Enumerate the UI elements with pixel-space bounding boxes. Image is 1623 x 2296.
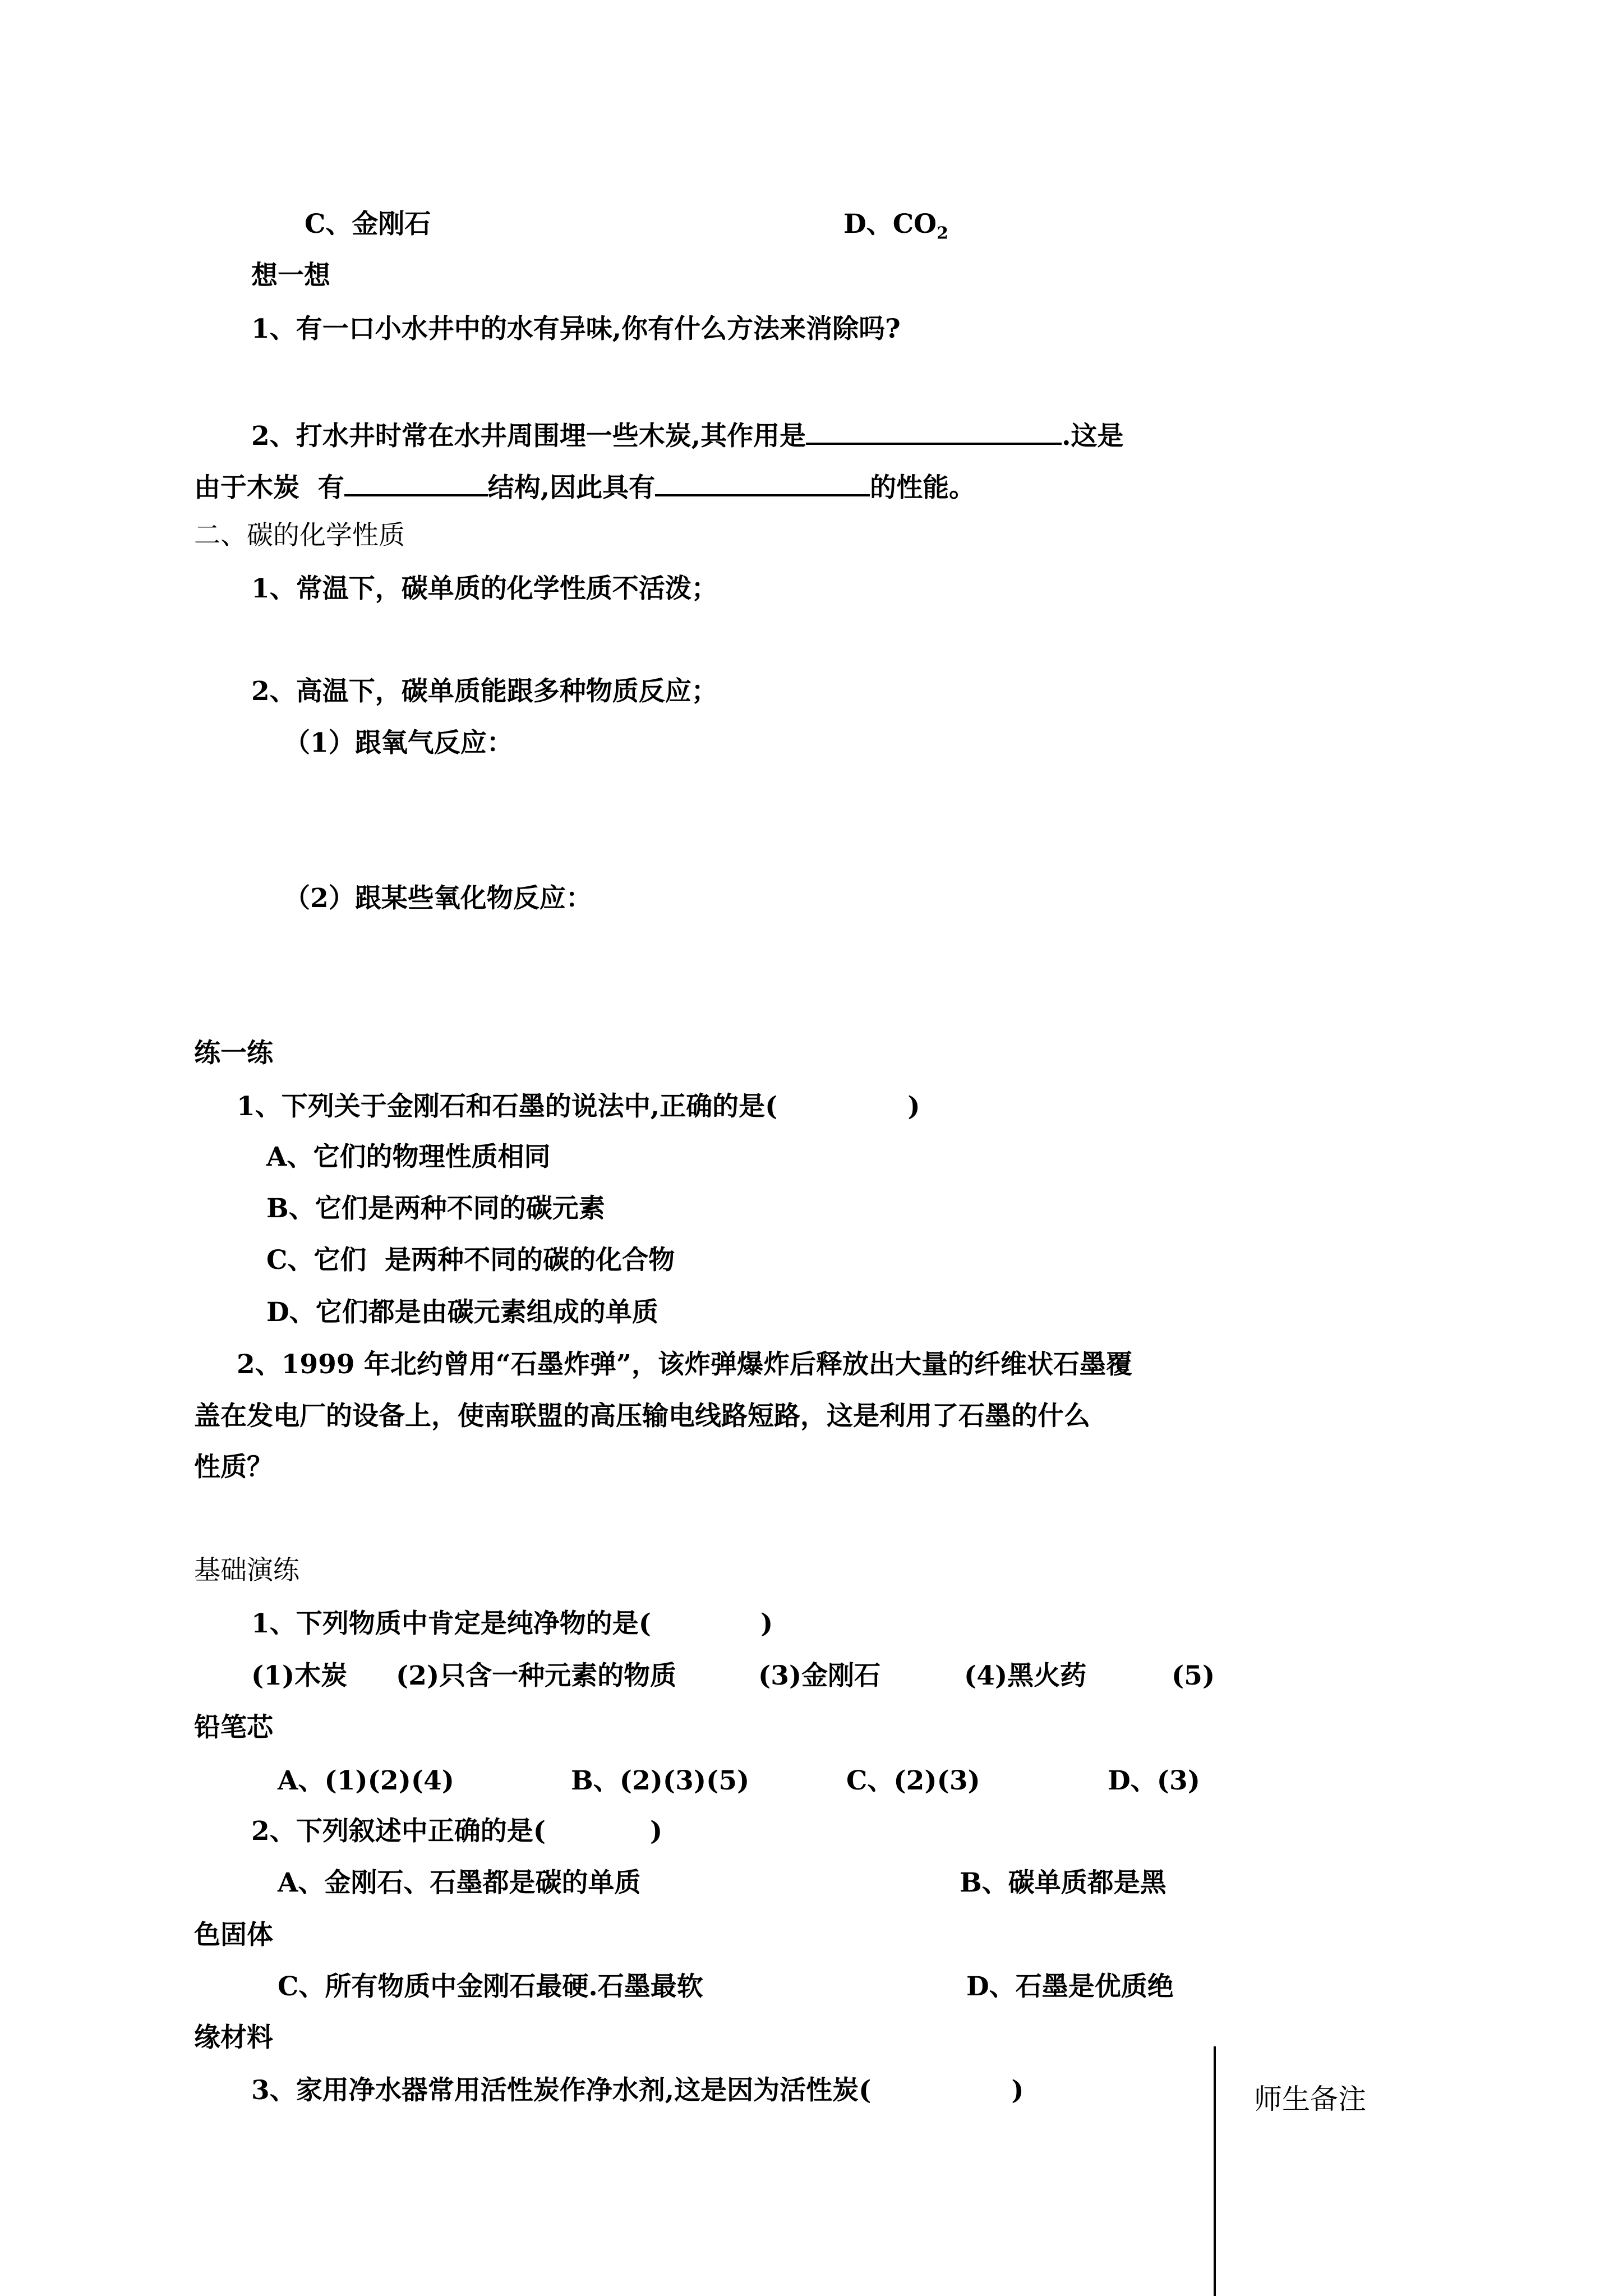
drill-q1-option-b: B、(2)(3)(5) — [571, 1765, 750, 1796]
drill-q1-option-d: D、(3) — [1108, 1765, 1200, 1796]
practice-q1-option-d: D、它们都是由碳元素组成的单质 — [266, 1297, 658, 1328]
practice-q2-line3: 性质？ — [194, 1452, 273, 1483]
drill-q1 — [251, 1607, 773, 1641]
practice-q1-option-a: A、它们的物理性质相同 — [266, 1142, 551, 1172]
property-room-temp: 1、常温下，碳单质的化学性质不活泼； — [251, 573, 718, 604]
practice-q1-text: 1、下列关于金刚石和石墨的说法中,正确的是( — [237, 1091, 778, 1122]
option-d-text: D、CO — [843, 209, 937, 240]
blank-structure — [344, 470, 488, 496]
drill-q2-option-d: D、石墨是优质绝 — [966, 1971, 1174, 2002]
reaction-oxygen: （1）跟氧气反应： — [284, 728, 513, 758]
drill-q1-item-5-cont: 铅笔芯 — [194, 1712, 273, 1743]
property-high-temp: 2、高温下，碳单质能跟多种物质反应； — [251, 676, 718, 707]
practice-q2-line1: 2、1999 年北约曾用“石墨炸弹”，该炸弹爆炸后释放出大量的纤维状石墨覆 — [237, 1349, 1132, 1380]
practice-q1-option-c: C、它们 是两种不同的碳的化合物 — [266, 1245, 675, 1276]
drill-q2-option-b-cont: 色固体 — [194, 1920, 273, 1950]
drill-q2-option-d-cont: 缘材料 — [194, 2022, 273, 2053]
notes-label: 师生备注 — [1254, 2083, 1366, 2115]
practice-q1-option-b: B、它们是两种不同的碳元素 — [266, 1193, 605, 1224]
q2-text-b: .这是 — [1062, 421, 1124, 452]
q2-text-a: 2、打水井时常在水井周围埋一些木炭,其作用是 — [251, 421, 806, 452]
question-think-2-cont — [194, 470, 975, 505]
subscript-2: 2 — [937, 223, 948, 243]
drill-q2-close: ) — [649, 1816, 663, 1847]
drill-q2-text: 2、下列叙述中正确的是( — [251, 1816, 546, 1847]
drill-q1-item-2: (2)只含一种元素的物质 — [396, 1660, 677, 1691]
drill-q1-item-4: (4)黑火药 — [964, 1660, 1087, 1691]
drill-q1-close: ) — [760, 1608, 773, 1639]
drill-q2-option-c: C、所有物质中金刚石最硬.石墨最软 — [278, 1971, 703, 2002]
drill-q1-item-5: (5) — [1172, 1660, 1215, 1691]
drill-q1-item-1: (1)木炭 — [251, 1660, 348, 1691]
notes-divider — [1214, 2046, 1216, 2296]
drill-q3-text: 3、家用净水器常用活性炭作净水剂,这是因为活性炭( — [251, 2075, 872, 2106]
section-practice: 练一练 — [194, 1038, 273, 1069]
drill-q2 — [251, 1815, 662, 1848]
section-basic-drill: 基础演练 — [194, 1555, 299, 1586]
drill-q1-item-3: (3)金刚石 — [758, 1660, 881, 1691]
drill-q2-option-a: A、金刚石、石墨都是碳的单质 — [278, 1867, 641, 1898]
q2-cont-a: 由于木炭 有 — [194, 472, 344, 503]
reaction-oxides: （2）跟某些氧化物反应： — [284, 883, 592, 914]
drill-q3-close: ) — [1011, 2075, 1024, 2106]
practice-q2-line2: 盖在发电厂的设备上，使南联盟的高压输电线路短路，这是利用了石墨的什么 — [194, 1401, 1090, 1432]
drill-q1-text: 1、下列物质中肯定是纯净物的是( — [251, 1608, 651, 1639]
section-think: 想一想 — [251, 260, 330, 291]
blank-property — [655, 470, 870, 496]
blank-effect — [806, 418, 1062, 445]
section-chemical-properties: 二、碳的化学性质 — [194, 520, 405, 551]
question-think-1: 1、有一口小水井中的水有异味,你有什么方法来消除吗? — [251, 314, 901, 344]
q2-cont-b: 结构,因此具有 — [487, 472, 656, 503]
practice-q1 — [237, 1090, 920, 1124]
option-c-diamond: C、金刚石 — [305, 209, 431, 240]
drill-q1-option-a: A、(1)(2)(4) — [278, 1765, 455, 1796]
drill-q3 — [251, 2074, 1024, 2108]
drill-q1-option-c: C、(2)(3) — [846, 1765, 980, 1796]
q2-cont-c: 的性能。 — [870, 472, 976, 503]
drill-q2-option-b: B、碳单质都是黑 — [960, 1867, 1166, 1898]
practice-q1-close: ) — [907, 1091, 920, 1122]
question-think-2 — [251, 418, 1123, 453]
option-d-co2 — [843, 208, 948, 241]
